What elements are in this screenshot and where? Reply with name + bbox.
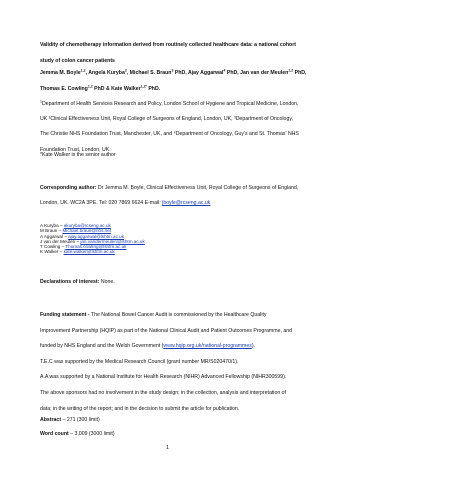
page-number: 1 [166,445,169,451]
affiliations [40,97,440,158]
author-name: PhD, [293,70,307,76]
contact-email-link[interactable]: ajay.aggarwal@lshtm.ac.uk [68,233,124,239]
declarations: Declarations of interest: None. [40,279,115,285]
word-count-label: Word count [40,431,69,437]
title-line-1: Validity of chemotherapy information derived from routinely collected healthcare data: a national cohort [40,42,296,48]
contact-email-link[interactable]: Thomas.cowling@lshtm.ac.uk [65,244,127,250]
funding-label: Funding statement - [40,312,90,318]
abstract-count: Abstract – 271 (300 limit) [40,417,100,423]
abstract-label: Abstract [40,417,62,423]
contact-item: A Kuryba – akuryba@rcseng.ac.uk [40,223,111,228]
title-line-2: study of colon cancer patients [40,58,115,65]
corresponding-label: Corresponding author: [40,185,97,191]
author-affil-sup: 1,2 [87,84,93,89]
corresponding-author: Corresponding author: Dr Jemma M. Boyle, Clinical Effectiveness Unit, Royal College of Surgeons of England, London, UK. WC2A 3PE. Tel: 020 7869 6624 E-mail: jboyle@rcseng.ac.uk [40,185,299,207]
contact-email-link[interactable]: jan.vandermeulen@lshtm.ac.uk [80,238,145,244]
contact-list [40,223,440,255]
contact-item: M Braun – Michael.braun@nhs.net [40,228,112,234]
author-name: PhD, Ajay Aggarwal [173,70,224,76]
funding-statement: Funding statement - The National Bowel Cancer Audit is commissioned by the Healthcare Quality Improvement Partnership (HQIP) as part of the National Clinical Audit and Patient Outcomes Programme, and funded by NHS England and the Welsh Government (www.hqip.org.uk/national-programmes). T.E.C was supported by the Medical Research Council (grant number MR/S020470/1). A.A was supported by a National Institute for Health Research (NIHR) Advanced Fellowship (NIHR300599). The above sponsors had no involvement in the study design; in the collection, analysis and interpretation of data; in the writing of the report; and in the decision to submit the article for publication. [40,312,292,412]
author-affil-sup: 2 [124,68,127,73]
paper-title [40,42,440,64]
senior-author-note: *Kate Walker is the senior author [40,152,116,158]
author-name: , Michael S. Braun [126,70,172,76]
author-affil-sup: 1,2* [140,84,147,89]
author-name: Jemma M. Boyle [40,70,81,76]
authors [40,70,440,92]
declarations-label: Declarations of interest: [40,279,100,285]
author-name: PhD & Kate Walker [92,86,141,93]
contact-item: K Walker – kate.walker@lshtm.ac.uk [40,249,115,255]
authors-line-1 [40,70,440,76]
author-name: Thomas E. Cowling [40,86,88,93]
word-count: Word count – 3,009 (3000 limit) [40,431,115,437]
affiliation-line: The Christie NHS Foundation Trust, Manchester, UK, and ⁴Department of Oncology, Guy's and St. Thomas' NHS [40,131,299,138]
contact-email-link[interactable]: kate.walker@lshtm.ac.uk [63,249,115,255]
contact-item: A Aggarwal – ajay.aggarwal@lshtm.ac.uk [40,233,124,239]
author-name: PhD. [146,86,161,93]
contact-email-link[interactable]: akuryba@rcseng.ac.uk [63,223,111,228]
author-affil-sup: 3 [171,68,174,73]
author-affil-sup: 4 [223,68,226,73]
contact-email-link[interactable]: Michael.braun@nhs.net [62,228,112,234]
affiliation-line: Foundation Trust, London, UK. [40,146,111,153]
contact-item: T Cowling – Thomas.cowling@lshtm.ac.uk [40,244,127,250]
author-affil-sup: 1,2 [80,68,86,73]
hqip-link[interactable]: www.hqip.org.uk/national-programmes [163,343,252,350]
authors-line-2 [40,86,440,92]
author-name: PhD, Jan van der Meulen [225,70,289,76]
author-affil-sup: 1,2 [288,68,294,73]
corresponding-email-link[interactable]: jboyle@rcseng.ac.uk [162,200,211,207]
affiliation-line: $^1$Department of Health Services Research and Policy, London School of Hygiene and Tropical Medicine, London, [40,99,299,107]
contact-item: J van der Meulen – jan.vandermeulen@lshtm.ac.uk [40,238,145,244]
author-name: , Angela Kuryba [85,70,125,76]
affiliation-line: UK ²Clinical Effectiveness Unit, Royal College of Surgeons of England, London, UK, ³Department of Oncology, [40,116,293,123]
